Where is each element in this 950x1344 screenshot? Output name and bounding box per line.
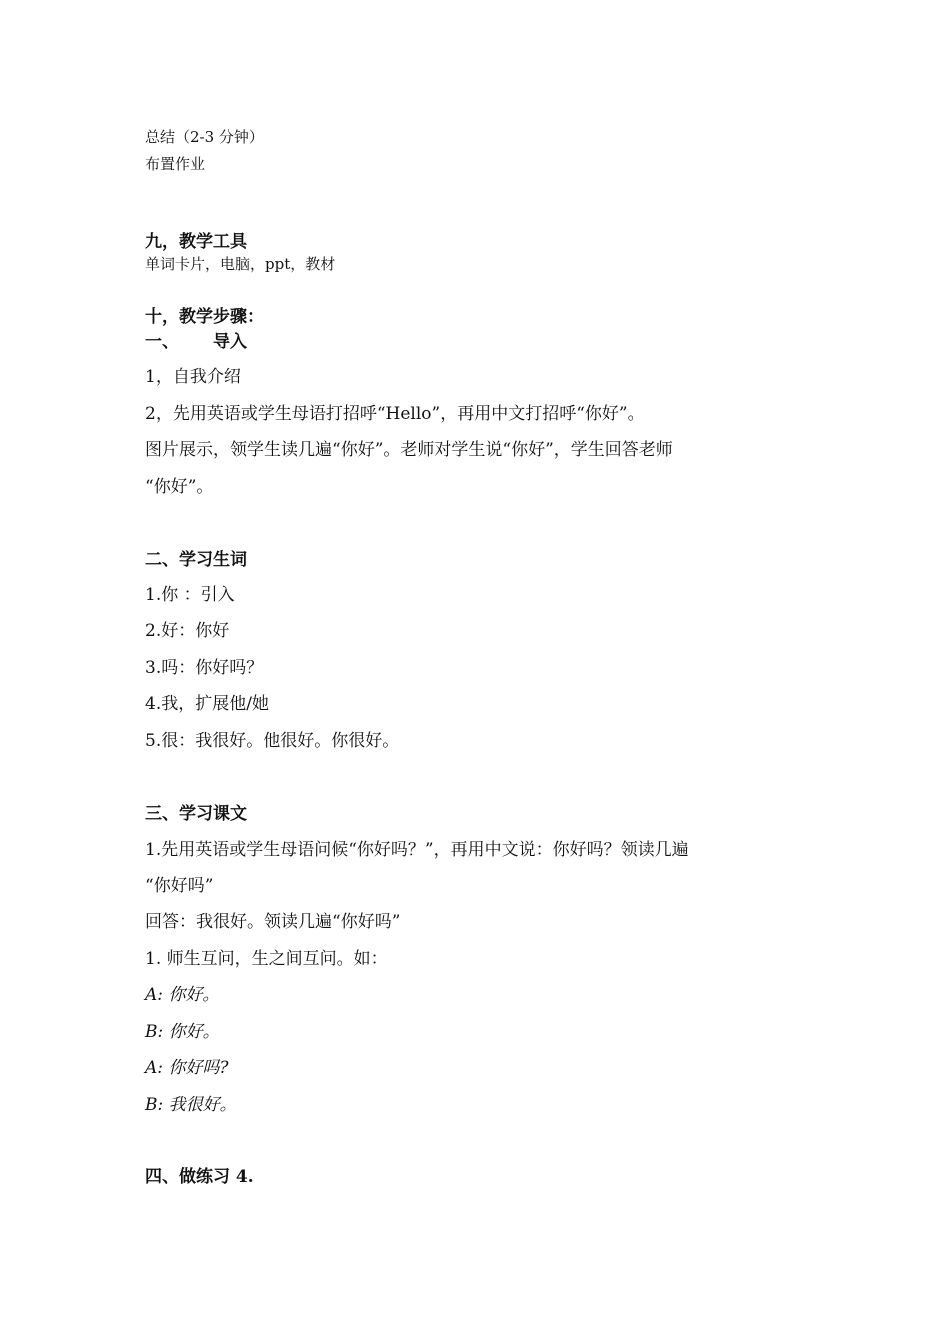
part-2-heading: 二、学习生词: [145, 550, 247, 570]
section-9-heading: 九，教学工具: [145, 232, 247, 252]
vocab-item: 2.好：你好: [145, 621, 230, 641]
summary-line: 总结（2-3 分钟）: [145, 128, 264, 146]
part-3-para-1-line-1: 1.先用英语或学生母语问候“你好吗？”，再用中文说：你好吗？领读几遍: [145, 840, 689, 860]
dialogue-line: B: 你好。: [145, 1022, 220, 1042]
part-3-para-1-line-2: “你好吗”: [145, 876, 214, 896]
section-10-heading: 十，教学步骤：: [145, 307, 264, 327]
vocab-item: 1.你 ：引入: [145, 585, 235, 605]
dialogue-line: A: 你好。: [145, 985, 220, 1005]
vocab-item: 5.很：我很好。他很好。你很好。: [145, 731, 400, 751]
vocab-item: 3.吗：你好吗？: [145, 658, 264, 678]
part-1-title: 导入: [213, 332, 247, 352]
dialogue-line: B: 我很好。: [145, 1095, 237, 1115]
part-1-step-1: 1，自我介绍: [145, 367, 241, 387]
part-3-para-3: 1. 师生互问，生之间互问。如：: [145, 949, 388, 969]
part-3-heading: 三、学习课文: [145, 804, 247, 824]
homework-line: 布置作业: [145, 155, 206, 173]
part-4-heading: 四、做练习 4.: [145, 1167, 254, 1187]
part-1-step-3-line-2: “你好”。: [145, 477, 214, 497]
tools-line: 单词卡片，电脑，ppt，教材: [145, 255, 336, 273]
part-1-step-2: 2，先用英语或学生母语打招呼“Hello”，再用中文打招呼“你好”。: [145, 404, 645, 424]
vocab-item: 4.我，扩展他/她: [145, 694, 269, 714]
part-1-number: 一、: [145, 332, 179, 352]
part-1-heading: [145, 327, 247, 352]
part-3-para-2: 回答：我很好。领读几遍“你好吗”: [145, 912, 401, 932]
part-1-step-3-line-1: 图片展示，领学生读几遍“你好”。老师对学生说“你好”，学生回答老师: [145, 440, 673, 460]
dialogue-line: A: 你好吗?: [145, 1058, 229, 1078]
